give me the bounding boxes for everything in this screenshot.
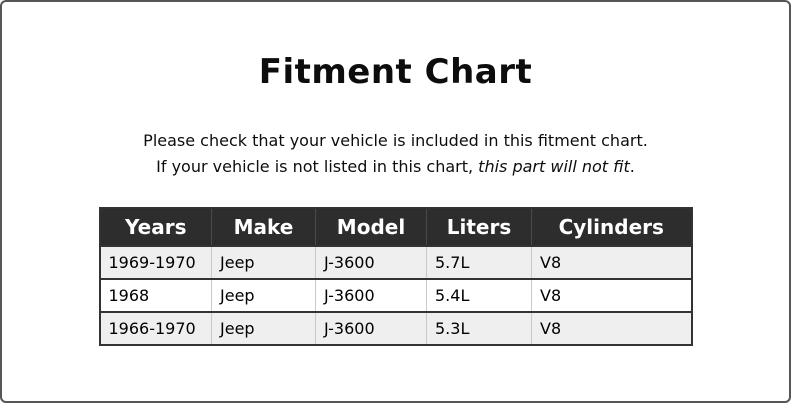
cell-years: 1969-1970 <box>108 253 196 272</box>
table-row <box>100 246 692 279</box>
column-header-years: Years <box>100 208 212 246</box>
page-title: Fitment Chart <box>258 52 533 92</box>
column-header-make: Make <box>212 208 316 246</box>
table-row <box>100 312 692 345</box>
fitment-notice <box>2 128 789 180</box>
cell-model: J-3600 <box>316 312 427 345</box>
column-header-liters: Liters <box>427 208 532 246</box>
table-row <box>100 279 692 312</box>
notice-line2-italic: this part will not fit <box>478 157 630 176</box>
notice-line2-regular: If your vehicle is not listed in this chart, <box>156 157 479 176</box>
cell-cylinders: V8 <box>532 246 692 279</box>
column-header-cylinders: Cylinders <box>532 208 692 246</box>
cell-model: J-3600 <box>316 246 427 279</box>
cell-make: Jeep <box>212 312 316 345</box>
cell-cylinders: V8 <box>532 312 692 345</box>
cell-make: Jeep <box>212 279 316 312</box>
fitment-table <box>99 207 693 346</box>
cell-model: J-3600 <box>316 279 427 312</box>
cell-liters: 5.7L <box>427 246 532 279</box>
cell-cylinders: V8 <box>532 279 692 312</box>
cell-years: 1968 <box>108 286 150 305</box>
cell-liters: 5.3L <box>427 312 532 345</box>
cell-liters: 5.4L <box>427 279 532 312</box>
cell-make: Jeep <box>212 246 316 279</box>
cell-years: 1966-1970 <box>108 319 196 338</box>
notice-line1: Please check that your vehicle is included in this fitment chart. <box>143 131 648 150</box>
column-header-model: Model <box>316 208 427 246</box>
table-header-row <box>100 208 692 246</box>
notice-line2-suffix: . <box>629 157 635 176</box>
